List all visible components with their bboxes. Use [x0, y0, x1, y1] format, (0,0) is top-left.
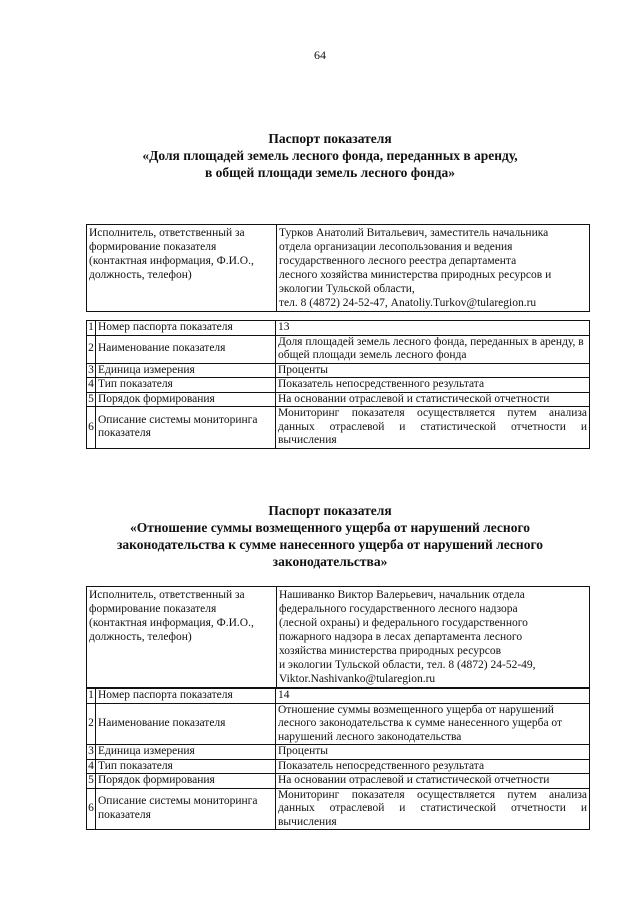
row-number: 4 [88, 378, 94, 390]
executor-label-cell [87, 225, 277, 312]
executor-label-cell [87, 587, 277, 688]
executor-label-line: Исполнитель, ответственный за [89, 227, 245, 239]
row-name: Описание системы мониторинга показателя [96, 407, 276, 449]
table-row [87, 759, 590, 774]
passport-1-title [70, 130, 590, 181]
executor-value-line: (лесной охраны) и федерального государственного [279, 617, 528, 629]
row-number: 5 [88, 392, 94, 405]
row-value: Проценты [276, 363, 590, 378]
table-row [87, 378, 590, 393]
table-row [87, 774, 590, 789]
row-number: 4 [88, 759, 94, 772]
executor-value-line: государственного лесного реестра департамента [279, 255, 517, 267]
passport-1-executor-table [86, 224, 590, 312]
row-value: Мониторинг показателя осуществляется путем анализа данных отраслевой и статистической отчетности и вычисления [276, 407, 590, 449]
table-row [87, 321, 590, 336]
executor-row [87, 587, 590, 688]
executor-value-line: Нашиванко Виктор Валерьевич, начальник отдела [279, 589, 525, 601]
table-row [87, 703, 590, 745]
row-value: Отношение суммы возмещенного ущерба от нарушений лесного законодательства к сумме нанесенного ущерба от нарушений лесного законодательства [276, 703, 590, 745]
executor-value-line: федерального государственного лесного надзора [279, 603, 518, 615]
passport-2-title [70, 502, 590, 570]
table-row [87, 335, 590, 363]
page-number: 64 [314, 48, 326, 62]
row-value: Мониторинг показателя осуществляется путем анализа данных отраслевой и статистической отчетности и вычисления [276, 788, 590, 830]
row-name: Тип показателя [96, 759, 276, 774]
passport-2-items-table [86, 688, 590, 830]
table-row [87, 407, 590, 449]
table-row [87, 689, 590, 704]
executor-row [87, 225, 590, 312]
passport-2-executor-table [86, 586, 590, 688]
passport-title-line: законодательства к сумме нанесенного ущерба от нарушений лесного [116, 537, 543, 552]
row-name: Описание системы мониторинга показателя [96, 788, 276, 830]
row-value: Проценты [276, 745, 590, 760]
executor-value-cell [277, 587, 590, 688]
executor-label-line: (контактная информация, Ф.И.О., [89, 617, 254, 629]
executor-label-line: формирование показателя [89, 603, 217, 615]
executor-value-cell [277, 225, 590, 312]
row-name: Наименование показателя [96, 703, 276, 745]
executor-value-line: Viktor.Nashivanko@tularegion.ru [279, 673, 436, 685]
passport-1-items-table [86, 320, 590, 449]
executor-label-line: (контактная информация, Ф.И.О., [89, 255, 254, 267]
row-number: 6 [87, 788, 96, 830]
row-value: Доля площадей земель лесного фонда, переданных в аренду, в общей площади земель лесного фонда [276, 335, 590, 363]
passport-title-line: Паспорт показателя [268, 131, 392, 146]
row-number: 2 [87, 703, 96, 745]
row-name: Единица измерения [96, 363, 276, 378]
table-row [87, 788, 590, 830]
row-name: Порядок формирования [96, 774, 276, 789]
passport-title-line: в общей площади земель лесного фонда» [204, 165, 455, 180]
executor-label-line: формирование показателя [89, 241, 217, 253]
row-number: 6 [87, 407, 96, 449]
table-row [87, 745, 590, 760]
row-value: 13 [276, 321, 590, 336]
passport-title-line: «Доля площадей земель лесного фонда, переданных в аренду, [142, 148, 518, 163]
executor-value-line: отдела организации лесопользования и ведения [279, 241, 513, 253]
row-name: Номер паспорта показателя [96, 321, 276, 336]
row-number: 2 [87, 335, 96, 363]
row-value: На основании отраслевой и статистической отчетности [276, 774, 590, 789]
row-value: 14 [276, 689, 590, 704]
executor-value-line: пожарного надзора в лесах департамента лесного [279, 631, 523, 643]
executor-value-line: Турков Анатолий Витальевич, заместитель начальника [279, 227, 549, 239]
row-name: Номер паспорта показателя [96, 689, 276, 704]
executor-label-line: Исполнитель, ответственный за [89, 589, 245, 601]
table-row [87, 363, 590, 378]
row-number: 3 [88, 745, 94, 757]
executor-value-line: лесного хозяйства министерства природных ресурсов и [279, 269, 552, 281]
passport-title-line: законодательства» [272, 554, 388, 569]
row-name: Единица измерения [96, 745, 276, 760]
row-number: 1 [88, 321, 94, 333]
row-value: На основании отраслевой и статистической отчетности [276, 392, 590, 407]
row-value: Показатель непосредственного результата [276, 378, 590, 393]
executor-value-line: хозяйства министерства природных ресурсов [279, 645, 502, 657]
passport-title-line: «Отношение суммы возмещенного ущерба от нарушений лесного [129, 520, 530, 535]
row-number: 3 [88, 363, 94, 376]
executor-value-line: экологии Тульской области, [279, 283, 415, 295]
row-number: 1 [88, 689, 94, 701]
row-name: Наименование показателя [96, 335, 276, 363]
executor-value-line: и экологии Тульской области, тел. 8 (4872) 24-52-49, [279, 659, 536, 671]
table-row [87, 392, 590, 407]
executor-label-line: должность, телефон) [89, 631, 192, 643]
executor-label-line: должность, телефон) [89, 269, 192, 281]
row-number: 5 [88, 774, 94, 786]
row-name: Тип показателя [96, 378, 276, 393]
row-name: Порядок формирования [96, 392, 276, 407]
passport-title-line: Паспорт показателя [268, 503, 392, 518]
row-value: Показатель непосредственного результата [276, 759, 590, 774]
executor-value-line: тел. 8 (4872) 24-52-47, Anatoliy.Turkov@tularegion.ru [279, 297, 537, 309]
